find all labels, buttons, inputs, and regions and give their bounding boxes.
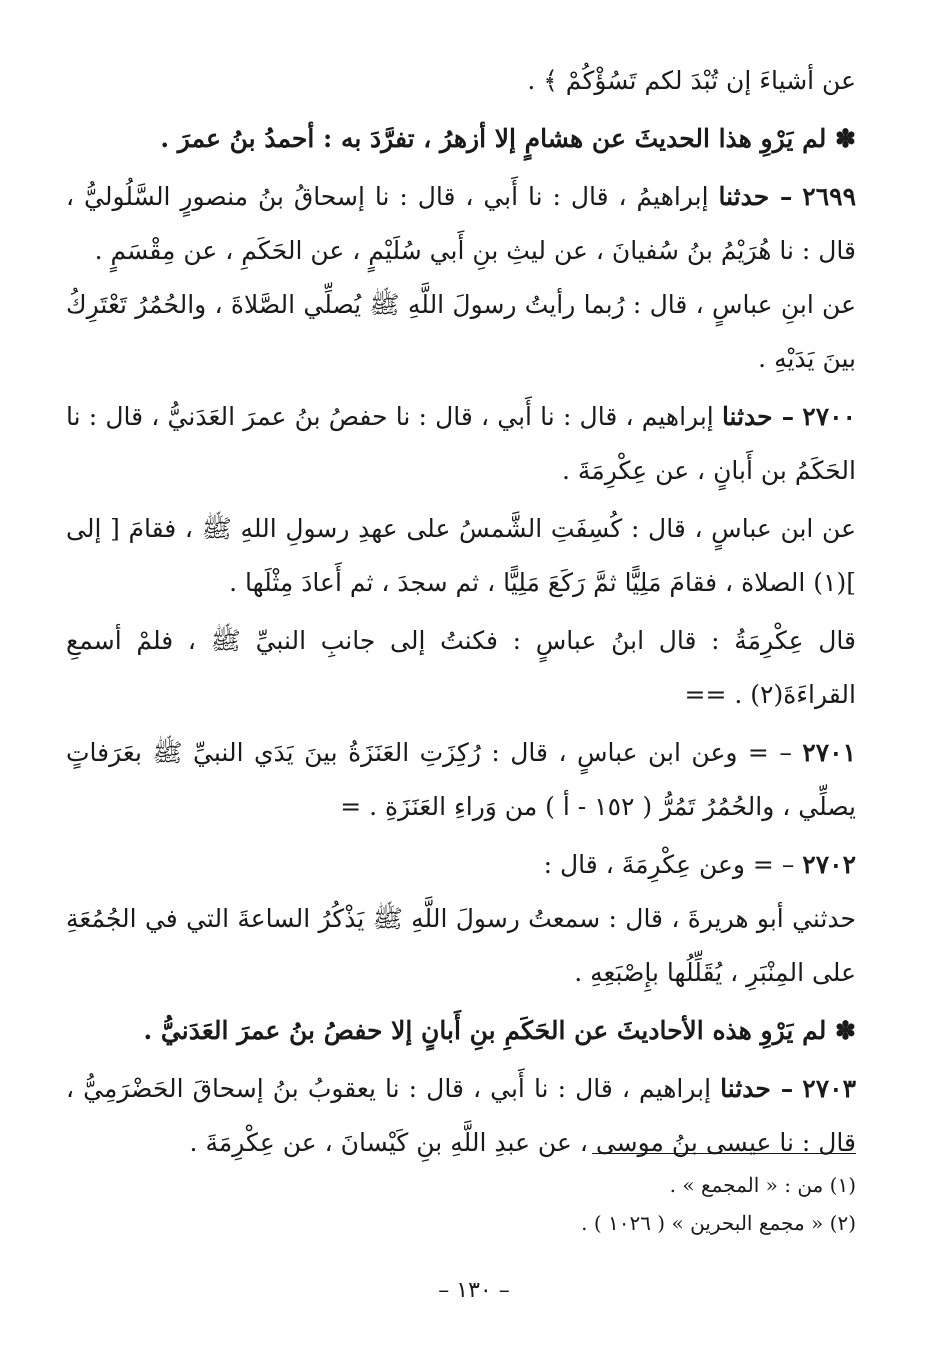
hadith-isnad: إبراهيمُ ، قال : نا أَبي ، قال : نا إسحاقُ بنُ منصورٍ السَّلُوليُّ ، قال : نا هُرَيْمُ بنُ سُفيانَ ، عن ليثِ بنِ أَبي سُلَيْمٍ ، عن الحَكَمِ ، عن مِقْسَمٍ . — [66, 182, 856, 265]
hadith-2702-matn: حدثني أبو هريرةَ ، قال : سمعتُ رسولَ اللَّهِ ﷺ يَذْكُرُ الساعةَ التي في الجُمُعَةِ على المِنْبَرِ ، يُقَلِّلُها بإِصْبَعِهِ . — [66, 904, 856, 987]
hadith-number: ٢٦٩٩ — [802, 182, 857, 211]
hadith-2699-matn: عن ابنِ عباسٍ ، قال : رُبما رأيتُ رسولَ اللَّهِ ﷺ يُصلِّي الصَّلاةَ ، والحُمُرُ تَعْتَرِكُ بينَ يَدَيْهِ . — [66, 290, 856, 373]
hadith-text: – = وعن عِكْرِمَةَ ، قال : — [543, 850, 795, 879]
hadith-isnad: إبراهيم ، قال : نا أَبي ، قال : نا يعقوبُ بنُ إسحاقَ الحَضْرَمِيُّ ، قال : نا عيسى بنُ موسى ، عن عبدِ اللَّهِ بنِ كَيْسانَ ، عن عِكْرِمَةَ . — [66, 1074, 856, 1157]
hadith-2700-ikrima: قال عِكْرِمَةُ : قال ابنُ عباسٍ : فكنتُ إلى جانبِ النبيِّ ﷺ ، فلمْ أسمعِ القراءَةَ(٢) . == — [66, 626, 856, 709]
author-note-2: ✽ لم يَرْوِ هذه الأحاديثَ عن الحَكَمِ بنِ أَبانٍ إلا حفصُ بنُ عمرَ العَدَنيُّ . — [143, 1016, 856, 1045]
hadith-lead: – حدثنا — [721, 402, 795, 431]
hadith-number: ٢٧٠١ — [802, 738, 857, 767]
author-note: ✽ لم يَرْوِ هذا الحديثَ عن هشامٍ إلا أزهرُ ، تفرَّدَ به : أحمدُ بنُ عمرَ . — [160, 124, 856, 153]
footnotes — [66, 1166, 856, 1242]
hadith-number: ٢٧٠٠ — [802, 402, 856, 431]
hadith-lead: – حدثنا — [718, 182, 793, 211]
hadith-2701 — [66, 726, 856, 834]
hadith-2702 — [66, 838, 856, 892]
hadith-2700-matn: عن ابن عباسٍ ، قال : كُسِفَتِ الشَّمسُ على عهدِ رسولِ اللهِ ﷺ ، فقامَ [ إلى ](١) الصلاة ، فقامَ مَلِيًّا ثمَّ رَكَعَ مَلِيًّا ، ثم سجدَ ، ثم أَعادَ مِثْلَها . — [66, 514, 856, 597]
footnote-1: (١) من : « المجمع » . — [669, 1173, 856, 1197]
hadith-number: ٢٧٠٢ — [802, 850, 856, 879]
footnote-2: (٢) « مجمع البحرين » ( ١٠٢٦ ) . — [581, 1211, 856, 1235]
page-number: – ١٣٠ – — [438, 1278, 510, 1303]
hadith-2700 — [66, 390, 856, 498]
hadith-isnad: إبراهيم ، قال : نا أَبي ، قال : نا حفصُ بنُ عمرَ العَدَنيُّ ، قال : نا الحَكَمُ بن أَبانٍ ، عن عِكْرِمَةَ . — [66, 402, 856, 485]
hadith-number: ٢٧٠٣ — [802, 1074, 857, 1103]
hadith-lead: – حدثنا — [720, 1074, 794, 1103]
verse-ending: عن أشياءَ إن تُبْدَ لكم تَسُؤْكُمْ ﴾ . — [527, 66, 856, 95]
page-body — [66, 54, 856, 1170]
hadith-2699 — [66, 170, 856, 278]
hadith-text: – = وعن ابن عباسٍ ، قال : رُكِزَتِ العَنَزَةُ بينَ يَدَي النبيِّ ﷺ بعَرَفاتٍ يصلِّي ، والحُمُرُ تَمُرُّ ( ١٥٢ - أ ) من وَراءِ العَنَزَةِ . = — [66, 738, 856, 821]
footnote-divider — [592, 1153, 856, 1154]
